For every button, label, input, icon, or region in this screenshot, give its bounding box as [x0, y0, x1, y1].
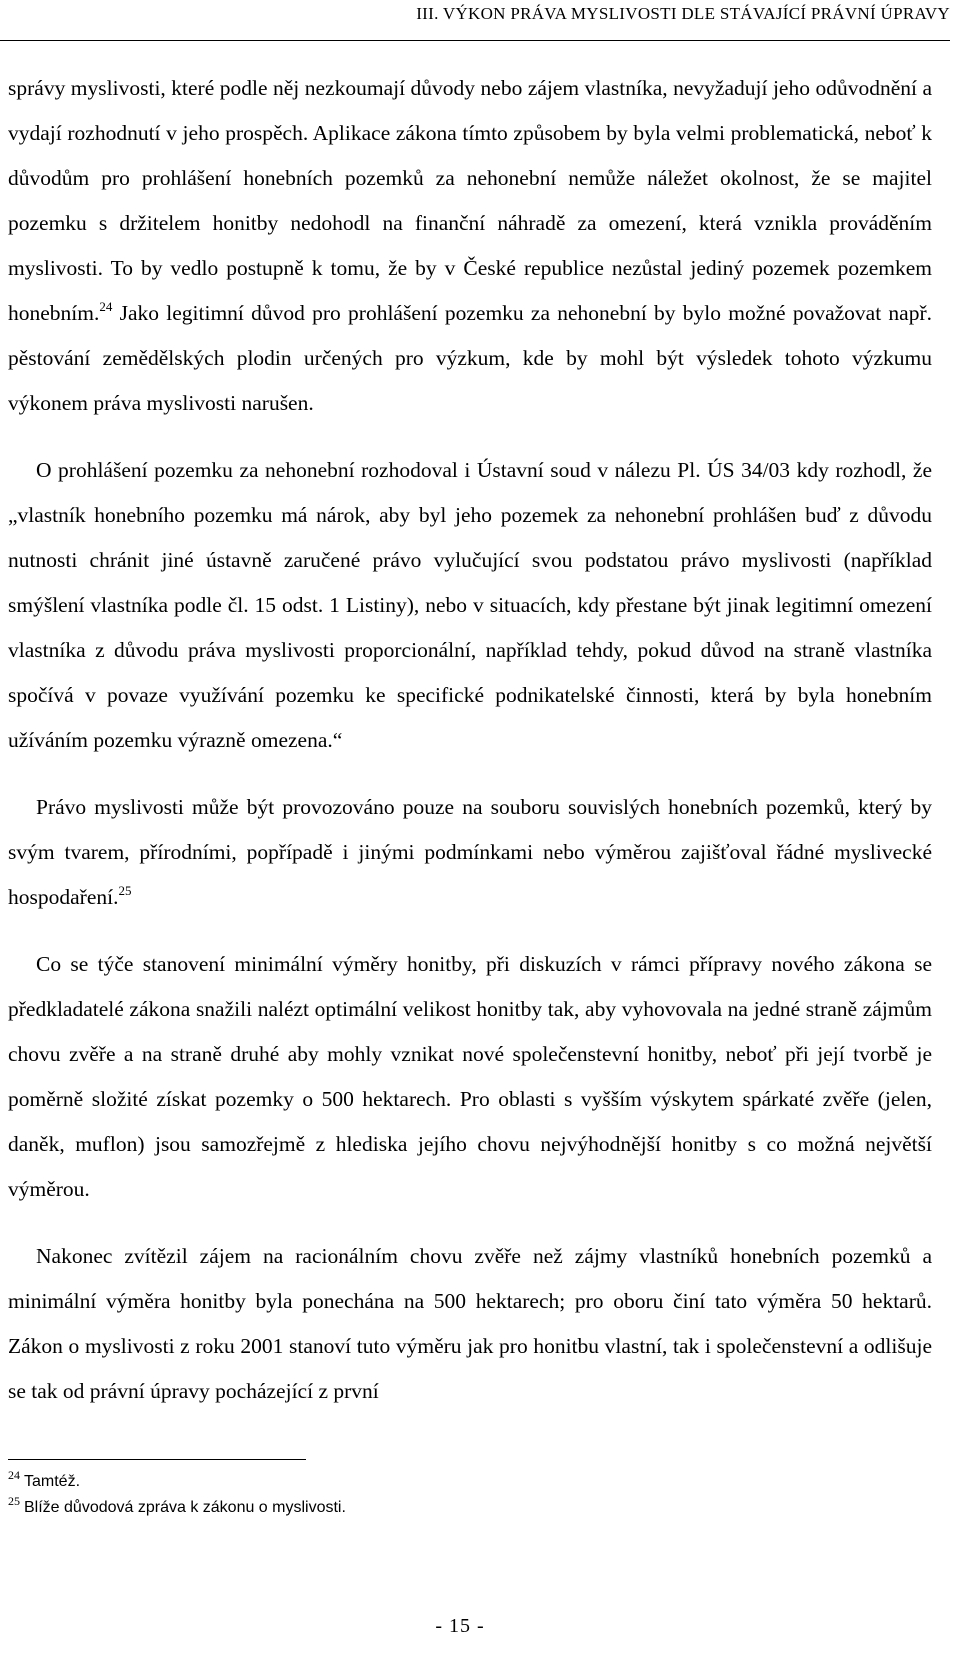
footnote-text: Blíže důvodová zpráva k zákonu o myslivosti. — [24, 1499, 346, 1516]
paragraph-1-text-b: Jako legitimní důvod pro prohlášení pozemku za nehonební by bylo možné považovat např. pěstování zemědělských plodin určených pro výzkum, kde by mohl být výsledek tohoto výzkumu výkonem práva myslivosti narušen. — [8, 301, 932, 415]
paragraph-1 — [8, 66, 932, 426]
paragraph-2: O prohlášení pozemku za nehonební rozhodoval i Ústavní soud v nálezu Pl. ÚS 34/03 kdy rozhodl, že „vlastník honebního pozemku má nárok, aby byl jeho pozemek za nehonební prohlášen buď z důvodu nutnosti chránit jiné ústavně zaručené právo vylučující svou podstatou právo myslivosti (například smýšlení vlastníka podle čl. 15 odst. 1 Listiny), nebo v situacích, kdy přestane být jinak legitimní omezení vlastníka z důvodu práva myslivosti proporcionální, například tehdy, pokud důvod na straně vlastníka spočívá v povaze využívání pozemku ke specifické podnikatelské činnosti, která by byla honebním užíváním pozemku výrazně omezena.“ — [8, 458, 932, 752]
paragraph-3 — [8, 785, 932, 920]
page-number: - 15 - — [435, 1615, 485, 1637]
footnote-number: 24 — [8, 1468, 20, 1482]
paragraph-4: Co se týče stanovení minimální výměry honitby, při diskuzích v rámci přípravy nového zákona se předkladatelé zákona snažili nalézt optimální velikost honitby tak, aby vyhovovala na jedné straně zájmům chovu zvěře a na straně druhé aby mohly vznikat nové společenstevní honitby, neboť při její tvorbě je poměrně složité získat pozemky o 500 hektarech. Pro oblasti s vyšším výskytem spárkaté zvěře (jelen, daněk, muflon) jsou samozřejmě z hlediska jejího chovu nejvýhodnější honitby s co možná největší výměrou. — [8, 952, 932, 1201]
footnote-24 — [8, 1469, 346, 1495]
body-text — [8, 66, 932, 1436]
footnote-number: 25 — [8, 1494, 20, 1508]
footnote-ref-24[interactable]: 24 — [99, 299, 113, 314]
paragraph-1-text-a: správy myslivosti, které podle něj nezkoumají důvody nebo zájem vlastníka, nevyžadují jeho odůvodnění a vydají rozhodnutí v jeho prospěch. Aplikace zákona tímto způsobem by byla velmi problematická, neboť k důvodům pro prohlášení honebních pozemků za nehonební nemůže náležet okolnost, že se majitel pozemku s držitelem honitby nedohodl na finanční náhradě za omezení, která vznikla prováděním myslivosti. To by vedlo postupně k tomu, že by v České republice nezůstal jediný pozemek pozemkem honebním. — [8, 76, 932, 325]
footnotes — [8, 1469, 346, 1521]
footnote-separator — [8, 1459, 306, 1460]
running-header — [0, 0, 950, 41]
footnote-text: Tamtéž. — [24, 1473, 81, 1490]
footnote-ref-25[interactable]: 25 — [118, 883, 132, 898]
paragraph-3-text: Právo myslivosti může být provozováno pouze na souboru souvislých honebních pozemků, který by svým tvarem, přírodními, popřípadě i jinými podmínkami nebo výměrou zajišťoval řádné myslivecké hospodaření. — [8, 795, 932, 909]
paragraph-5: Nakonec zvítězil zájem na racionálním chovu zvěře než zájmy vlastníků honebních pozemků a minimální výměra honitby byla ponechána na 500 hektarech; pro oboru činí tato výměra 50 hektarů. Zákon o myslivosti z roku 2001 stanoví tuto výměru jak pro honitbu vlastní, tak i společenstevní a odlišuje se tak od právní úpravy pocházející z první — [8, 1244, 932, 1403]
chapter-title: III. VÝKON PRÁVA MYSLIVOSTI DLE STÁVAJÍCÍ PRÁVNÍ ÚPRAVY — [416, 4, 950, 23]
footnote-25 — [8, 1495, 346, 1521]
